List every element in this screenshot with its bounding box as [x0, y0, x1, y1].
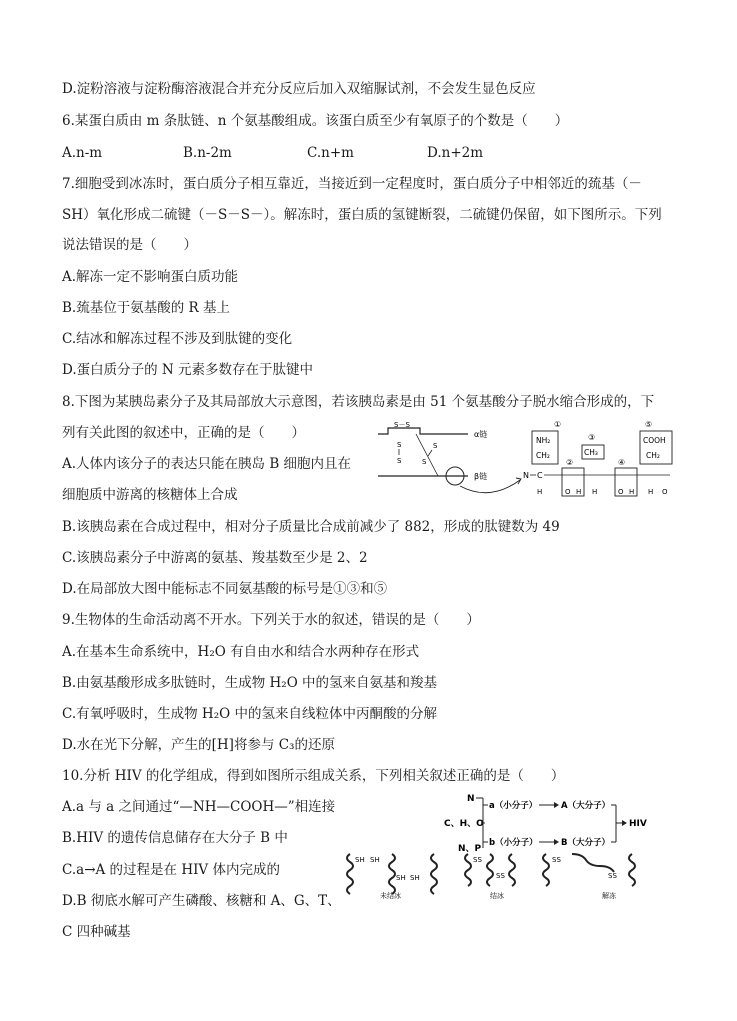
protein-strand-8: [572, 854, 614, 872]
protein-strand-4: [465, 854, 471, 886]
a-big-text: A（大分子）: [561, 801, 611, 811]
sh-2: SH: [370, 856, 380, 864]
q6-option-a: A.n-m: [62, 145, 103, 161]
thaw-label: 解冻: [602, 892, 616, 900]
s-label-4: S: [422, 458, 427, 466]
cooh-text: COOH: [643, 436, 666, 445]
enlarge-arrow: [460, 480, 520, 493]
label-3: ③: [588, 433, 596, 442]
ch2-text-1: CH₂: [536, 451, 550, 460]
q8-stem-line2: 列有关此图的叙述中，正确的是（ ）: [62, 425, 305, 441]
o-5: O: [662, 488, 668, 496]
h-4: H: [629, 488, 635, 496]
beta-chain-label: β链: [474, 472, 488, 481]
q7-stem-line3: 说法错误的是（ ）: [62, 237, 197, 253]
q10-option-d-line2: C 四种碱基: [62, 924, 131, 940]
hiv-composition-figure: [438, 790, 653, 856]
cho-text: C、H、O: [444, 819, 484, 829]
b-big-text: B（大分子）: [561, 838, 610, 848]
protein-strand-2: [389, 854, 395, 894]
s-label-2: S: [397, 457, 402, 465]
q9-option-a: A.在基本生命系统中，H₂O 有自由水和结合水两种存在形式: [62, 644, 420, 660]
alpha-chain-label: α链: [474, 430, 488, 439]
q8-option-b: B.该胰岛素在合成过程中，相对分子质量比合成前减少了 882，形成的肽键数为 49: [62, 519, 560, 535]
q7-option-b: B.巯基位于氨基酸的 R 基上: [62, 300, 230, 316]
s-label-3: S: [433, 442, 438, 450]
h-5: H: [648, 488, 654, 496]
arrow-b: [554, 839, 559, 845]
alpha-chain-line: [378, 428, 468, 434]
q10-option-b: B.HIV 的遗传信息储存在大分子 B 中: [62, 830, 288, 846]
sh-4: SH: [410, 874, 420, 882]
q9-stem: 9.生物体的生命活动离不开水。下列关于水的叙述，错误的是（ ）: [62, 612, 480, 628]
q10-stem: 10.分析 HIV 的化学组成，得到如图所示组成关系，下列相关叙述正确的是（ ）: [62, 768, 565, 784]
a-small-text: a（小分子）: [489, 801, 538, 811]
arrow-hiv: [622, 820, 627, 826]
q7-stem-line1: 7.细胞受到冰冻时，蛋白质分子相互靠近，当接近到一定程度时，蛋白质分子中相邻近的巯基（－: [62, 176, 642, 192]
ss-4: SS: [608, 872, 617, 880]
b-small-text: b（小分子）: [489, 838, 538, 848]
disulfide-top: S－S: [394, 421, 410, 429]
sh-3: SH: [396, 874, 406, 882]
q6-option-b: B.n-2m: [183, 145, 232, 161]
ss-1: SS: [473, 856, 482, 864]
frozen-label: 结冰: [490, 892, 504, 900]
q8-stem-line1: 8.下图为某胰岛素分子及其局部放大示意图，若该胰岛素是由 51 个氨基酸分子脱水缩合形成的，下: [62, 394, 655, 410]
q7-stem-line2: SH）氧化形成二硫键（－S－S－）。解冻时，蛋白质的氢键断裂，二硫键仍保留，如下图所示。下列: [62, 207, 662, 223]
q10-option-c: C.a→A 的过程是在 HIV 体内完成的: [62, 862, 280, 878]
q9-option-d: D.水在光下分解，产生的[H]将参与 C₃的还原: [62, 737, 335, 753]
q7-option-c: C.结冰和解冻过程不涉及到肽键的变化: [62, 331, 293, 347]
q9-option-c: C.有氧呼吸时，生成物 H₂O 中的氢来自线粒体中丙酮酸的分解: [62, 706, 437, 722]
protein-strand-6: [509, 854, 515, 886]
o-4: O: [618, 488, 624, 496]
protein-strand-1: [347, 854, 353, 894]
hiv-text: HIV: [629, 819, 647, 829]
q6-option-d: D.n+2m: [427, 145, 484, 161]
n-top-text: N: [467, 794, 475, 804]
c-alpha-1: C: [537, 471, 543, 480]
h-3: H: [592, 488, 598, 496]
arrow-a: [554, 802, 559, 808]
h-2: H: [576, 488, 582, 496]
label-2: ②: [566, 458, 574, 467]
label-1: ①: [554, 420, 562, 429]
freeze-thaw-figure: [340, 848, 660, 900]
protein-strand-3: [431, 854, 437, 894]
q7-option-a: A.解冻一定不影响蛋白质功能: [62, 269, 239, 285]
np-text: N、P: [458, 844, 482, 854]
q5-option-d: D.淀粉溶液与淀粉酶溶液混合并充分反应后加入双缩脲试剂，不会发生显色反应: [62, 81, 536, 97]
backbone-n: N: [523, 471, 529, 480]
nh2-text: NH₂: [536, 436, 551, 445]
q10-option-d-line1: D.B 彻底水解可产生磷酸、核糖和 A、G、T、: [62, 893, 341, 909]
insulin-figure: [370, 418, 685, 500]
protein-strand-7: [543, 854, 549, 886]
h-1: H: [537, 488, 543, 496]
ch3-text: CH₃: [584, 448, 598, 457]
o-2: O: [565, 488, 571, 496]
q8-option-a-line2: 细胞质中游离的核糖体上合成: [62, 487, 238, 503]
s-label-1: S: [397, 441, 402, 449]
q7-option-d: D.蛋白质分子的 N 元素多数存在于肽键中: [62, 362, 314, 378]
ch2-text-2: CH₂: [646, 451, 660, 460]
q8-option-c: C.该胰岛素分子中游离的氨基、羧基数至少是 2、2: [62, 550, 368, 566]
q8-option-a-line1: A.人体内该分子的表达只能在胰岛 B 细胞内且在: [62, 456, 352, 472]
protein-strand-9: [629, 854, 635, 886]
protein-strand-5: [487, 854, 493, 886]
label-4: ④: [618, 458, 626, 467]
sh-1: SH: [355, 856, 365, 864]
ss-3: SS: [552, 856, 561, 864]
q6-option-c: C.n+m: [307, 145, 354, 161]
ss-2: SS: [496, 872, 505, 880]
q9-option-b: B.由氨基酸形成多肽链时，生成物 H₂O 中的氢来自氨基和羧基: [62, 675, 438, 691]
q6-stem: 6.某蛋白质由 m 条肽链、n 个氨基酸组成。该蛋白质至少有氧原子的个数是（ ）: [62, 113, 569, 129]
q10-option-a: A.a 与 a 之间通过“—NH—COOH—”相连接: [62, 799, 336, 815]
q8-option-d: D.在局部放大图中能标志不同氨基酸的标号是①③和⑤: [62, 581, 388, 597]
label-5: ⑤: [645, 420, 653, 429]
unfrozen-label: 未结冰: [380, 892, 401, 900]
